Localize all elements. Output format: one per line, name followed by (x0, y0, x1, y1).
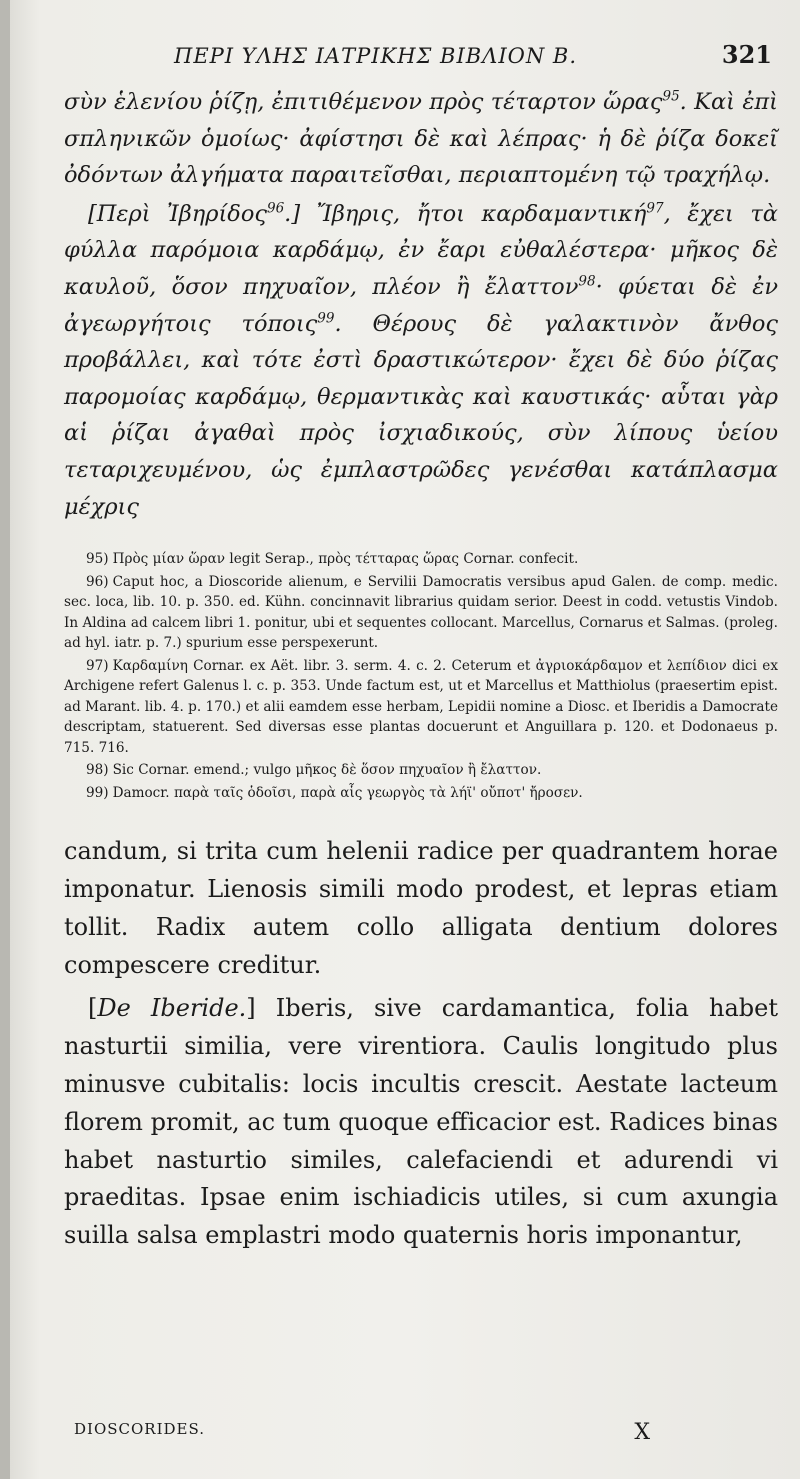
signature-mark: X (634, 1420, 650, 1445)
footnote-ref-96: 96 (266, 200, 285, 217)
footnote-number: 96) (86, 573, 109, 590)
footnotes (64, 549, 778, 803)
footnote-97 (64, 656, 778, 759)
page-number: 321 (721, 40, 772, 69)
footnote-ref-98: 98 (578, 273, 596, 290)
latin-paragraph-2: [De Iberide.] Iberis, sive cardamantica, folia habet nasturtii similia, vere virentiora. Caulis longitudo plus minusve cubitalis: locis incultis crescit. Aestate lacteum florem promit, ac tum quoque efficacior est. Radices binas habet nasturtio similes, calefaciendi et adurendi vi praeditas. Ipsae enim ischiadicis utiles, si cum axungia suilla salsa emplastri modo quaternis horis imponantur, (64, 994, 779, 1250)
greek-text-run: .] Ἴβηρις, ἤτοι καρδαμαντική (284, 200, 647, 227)
footnote-95 (64, 549, 778, 570)
footnote-text: Sic Cornar. emend.; vulgo μῆκος δὲ ὅσον πηχυαῖον ἢ ἔλαττον. (112, 762, 542, 779)
footnote-number: 98) (86, 762, 109, 779)
footnote-text: Damocr. παρὰ ταῖς ὁδοῖσι, παρὰ αἷς γεωργὸς τὰ λήϊ' οὔποτ' ἤροσεν. (112, 784, 583, 801)
greek-text-run: . Καὶ ἐπὶ σπληνικῶν ὁμοίως· ἀφίστησι δὲ καὶ λέπρας· ἡ δὲ ῥίζα δοκεῖ ὀδόντων ἀλγήματα παραιτεῖσθαι, περιαπτομένη τῷ τραχήλῳ. (64, 89, 778, 189)
footnote-98 (64, 760, 778, 781)
greek-text-run: . Θέρους δὲ γαλακτινὸν ἄνθος προβάλλει, καὶ τότε ἐστὶ δραστικώτερον· ἔχει δὲ δύο ῥίζας παρομοίας καρδάμῳ, θερμαντικὰς καὶ καυστικάς· αὗται γὰρ αἱ ῥίζαι ἀγαθαὶ πρὸς ἰσχιαδικούς, σὺν λίπους ὑείου τεταριχευμένου, ὡς ἐμπλαστρῶδες γενέσθαι κατάπλασμα μέχρις (64, 310, 778, 520)
running-title: ΠΕΡΙ ΥΛΗΣ ΙΑΤΡΙΚΗΣ ΒΙΒΛΙΟΝ Β. (174, 44, 578, 68)
page-footer (74, 1420, 650, 1445)
latin-text-run: Iberis, sive cardamantica, folia habet nasturtii similia, vere virentiora. Caulis longitudo plus minusve cubitalis: locis incultis crescit. Aestate lacteum florem promit, ac tum quoque efficacior est. Radices binas habet nasturtio similes, calefaciendi et adurendi vi praeditas. Ipsae enim ischiadicis utiles, si cum axungia suilla salsa emplastri modo quaternis horis imponantur, (64, 994, 779, 1250)
greek-paragraph-1 (64, 84, 778, 194)
footnote-99 (64, 783, 778, 804)
greek-text (64, 84, 778, 525)
footnote-text: Caput hoc, a Dioscoride alienum, e Servilii Damocratis versibus apud Galen. de comp. medic. sec. loca, lib. 10. p. 350. ed. Kühn. concinnavit librarius quidam serior. Deest in codd. vetustis Vindob. In Aldina ad calcem libri 1. ponitur, ubi et sequentes collocant. Marcellus, Cornarus et Salmas. (proleg. ad hyl. iatr. p. 7.) spurium esse perspexerunt. (64, 573, 778, 652)
running-head (64, 40, 778, 84)
greek-text-run: , ἔχει τὰ φύλλα παρόμοια καρδάμῳ, ἐν ἔαρι εὐθαλέστερα· μῆκος δὲ καυλοῦ, ὅσον πηχυαῖον, πλέον ἢ ἔλαττον (64, 200, 778, 300)
latin-paragraph-1: candum, si trita cum helenii radice per quadrantem horae imponatur. Lienosis simili modo prodest, et lepras etiam tollit. Radix autem collo alligata dentium dolores compescere creditur. (64, 837, 778, 979)
greek-text-run: · φύεται δὲ ἐν ἀγεωργήτοις τόποις (64, 273, 778, 337)
footnote-number: 99) (86, 784, 109, 801)
page-gutter (0, 0, 10, 1479)
footnote-ref-97: 97 (646, 200, 664, 217)
greek-text-run: σὺν ἑλενίου ῥίζῃ, ἐπιτιθέμενον πρὸς τέταρτον ὥρας (64, 89, 663, 115)
footnote-96 (64, 572, 778, 654)
footnote-text: Καρδαμίνη Cornar. ex Aët. libr. 3. serm. 4. c. 2. Ceterum et ἀγριοκάρδαμον et λεπίδιον dici ex Archigene refert Galenus l. c. p. 353. Unde factum est, ut et Marcellus et Matthiolus (praesertim epist. ad Marant. lib. 4. p. 170.) et alii eamdem esse herbam, Lepidii nomine a Diosc. et Iberidis a Damocrate descriptam, statuerent. Sed diversas esse plantas docuerunt et Anguillara p. 120. et Dodonaeus p. 715. 716. (64, 657, 778, 756)
footnote-text: Πρὸς μίαν ὥραν legit Serap., πρὸς τέτταρας ὥρας Cornar. confecit. (112, 551, 579, 568)
latin-section-heading: De Iberide. (97, 994, 247, 1023)
footnote-number: 97) (86, 657, 109, 674)
greek-section-heading: [Περὶ Ἰβηρίδος (88, 200, 267, 227)
footnote-number: 95) (86, 551, 109, 568)
footnote-ref-99: 99 (317, 310, 335, 327)
footer-work-name: DIOSCORIDES. (74, 1420, 206, 1438)
greek-paragraph-2 (64, 196, 778, 525)
footnote-ref-95: 95 (662, 88, 680, 105)
latin-translation (64, 833, 778, 1255)
